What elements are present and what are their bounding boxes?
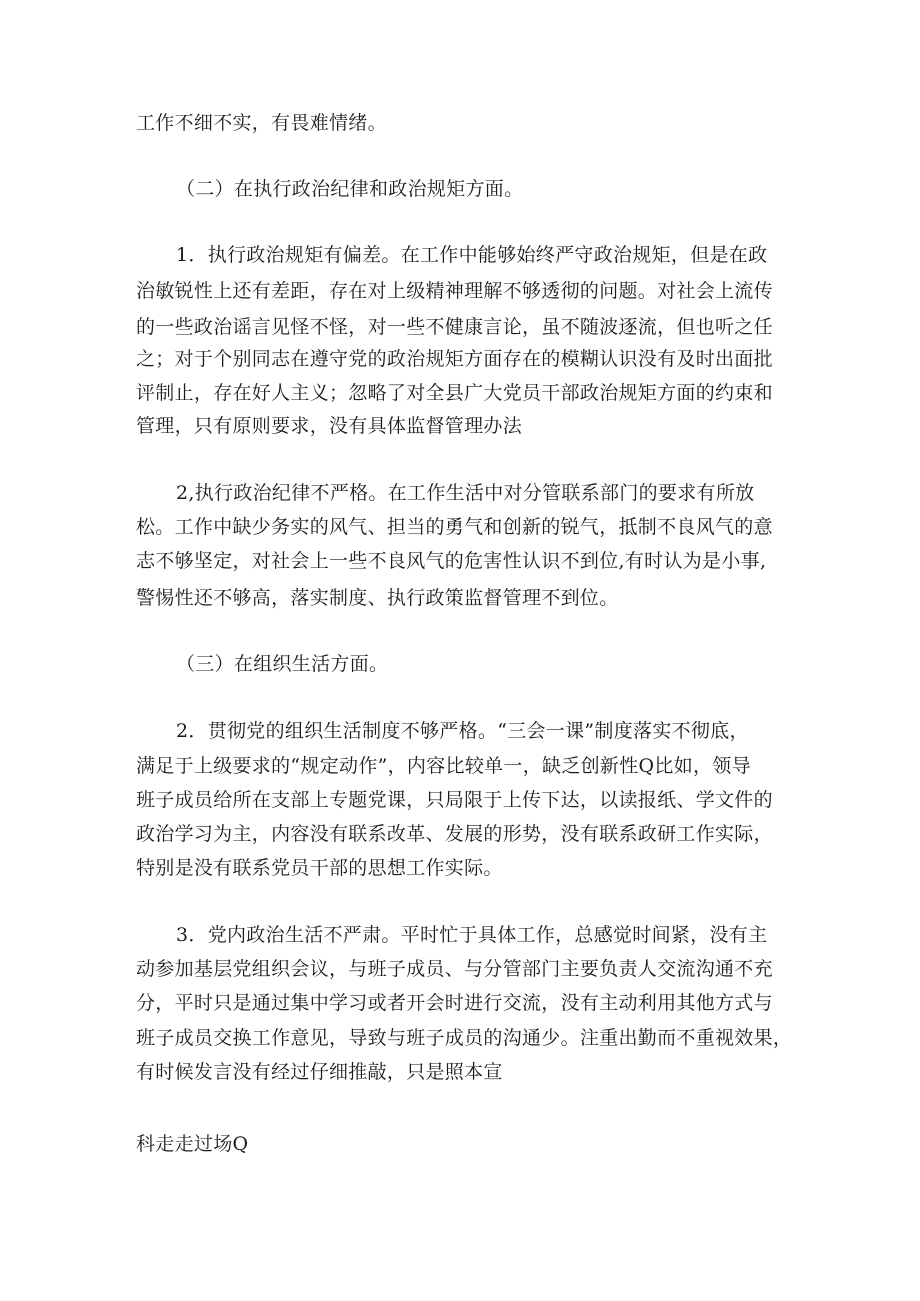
paragraph-line: 分，平时只是通过集中学习或者开会时进行交流，没有主动利用其他方式与 xyxy=(136,992,773,1014)
paragraph-line: 志不够坚定，对社会上一些不良风气的危害性认识不到位,有时认为是小事, xyxy=(136,550,767,572)
paragraph-line: 2．贯彻党的组织生活制度不够严格。“三会一课”制度落实不彻底， xyxy=(176,720,749,742)
paragraph-line: 2,执行政治纪律不严格。在工作生活中对分管联系部门的要求有所放 xyxy=(176,482,755,504)
paragraph-line: 工作不细不实，有畏难情绪。 xyxy=(136,112,387,134)
paragraph-line: 班子成员给所在支部上专题党课，只局限于上传下达，以读报纸、学文件的 xyxy=(136,789,773,811)
paragraph-line: 管理，只有原则要求，没有具体监督管理办法 xyxy=(136,415,523,437)
paragraph-line: 之；对于个别同志在遵守党的政治规矩方面存在的模糊认识没有及时出面批 xyxy=(136,348,773,370)
paragraph-line: 班子成员交换工作意见，导致与班子成员的沟通少。注重出勤而不重视效果， xyxy=(136,1027,793,1049)
section-heading: （二）在执行政治纪律和政治规矩方面。 xyxy=(176,178,524,200)
paragraph-line: 政治学习为主，内容没有联系改革、发展的形势，没有联系政研工作实际， xyxy=(136,823,773,845)
paragraph-line: 满足于上级要求的“规定动作”，内容比较单一，缺乏创新性Q比如，领导 xyxy=(136,755,751,777)
section-heading: （三）在组织生活方面。 xyxy=(176,653,389,675)
paragraph-line: 科走走过场Q xyxy=(136,1133,249,1155)
paragraph-line: 1．执行政治规矩有偏差。在工作中能够始终严守政治规矩，但是在政 xyxy=(176,244,768,266)
paragraph-line: 有时候发言没有经过仔细推敲，只是照本宣 xyxy=(136,1061,503,1083)
paragraph-line: 的一些政治谣言见怪不怪，对一些不健康言论，虽不随波逐流，但也听之任 xyxy=(136,316,773,338)
paragraph-line: 动参加基层党组织会议，与班子成员、与分管部门主要负责人交流沟通不充 xyxy=(136,958,773,980)
paragraph-line: 治敏锐性上还有差距，存在对上级精神理解不够透彻的问题。对社会上流传 xyxy=(136,280,773,302)
paragraph-line: 警惕性还不够高，落实制度、执行政策监督管理不到位。 xyxy=(136,587,619,609)
paragraph-line: 松。工作中缺少务实的风气、担当的勇气和创新的锐气，抵制不良风气的意 xyxy=(136,516,773,538)
paragraph-line: 3．党内政治生活不严肃。平时忙于具体工作，总感觉时间紧，没有主 xyxy=(176,924,768,946)
paragraph-line: 特别是没有联系党员干部的思想工作实际。 xyxy=(136,857,503,879)
paragraph-line: 评制止，存在好人主义；忽略了对全县广大党员干部政治规矩方面的约束和 xyxy=(136,382,773,404)
